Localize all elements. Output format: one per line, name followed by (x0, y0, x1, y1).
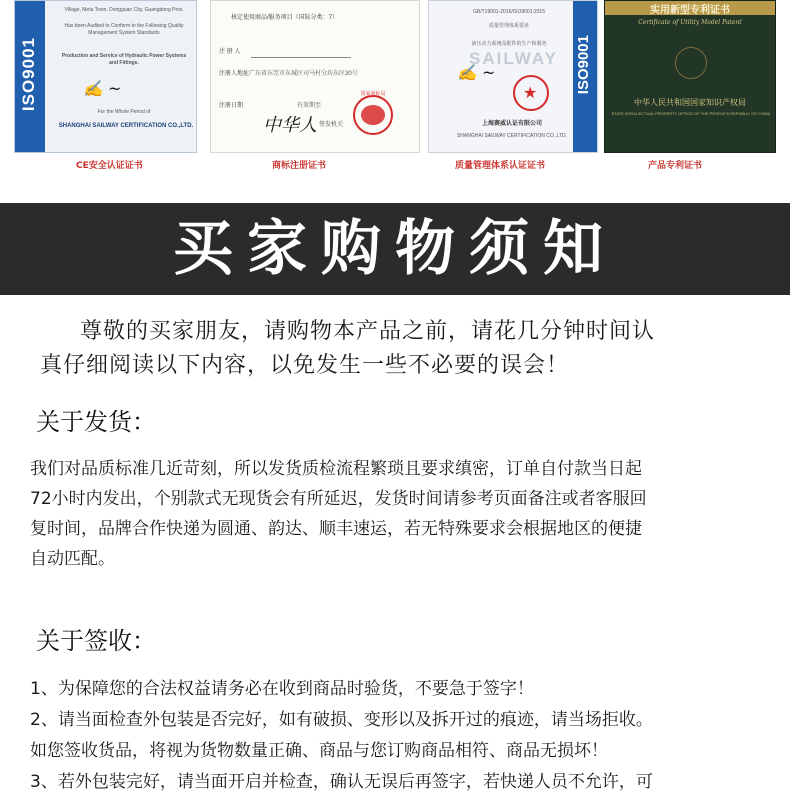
certificate-caption: 产品专利证书 (648, 161, 703, 171)
patent-certificate-image: 实用新型专利证书 Certificate of Utility Model Patent 中华人民共和国国家知识产权局 STATE INTELLECTUAL PROPERTY OFFICE OF THE PEOPLE'S REPUBLIC OF CHINA (604, 0, 776, 153)
star-icon: ★ (523, 83, 538, 102)
signature: 中华人 (263, 115, 317, 136)
emblem-icon (675, 47, 707, 79)
shipping-paragraph (30, 454, 770, 574)
shipping-heading: 关于发货： (36, 408, 156, 436)
signature: ✍ ~ (83, 79, 122, 98)
signing-heading: 关于签收： (36, 627, 156, 655)
shipping-line: 复时间，品牌合作快递为圆通、韵达、顺丰速运，若无特殊要求会根据地区的便捷 (30, 519, 642, 539)
ce-certificate-image: ISO9001 Village, Meta Town, Dongguan City, Guangdong Prov. Has been Audited to Conform to the Following Quality Management System Standards Production and Service of Hydraulic Power Systems and Fittings. ✍ ~ For the Whole Period of SHANGHAI SAILWAY CERTIFICATION CO.,LTD. (14, 0, 197, 153)
signing-list (30, 674, 780, 798)
intro-line-2: 真仔细阅读以下内容，以免发生一些不必要的误会！ (40, 353, 570, 378)
list-item: 3、若外包装完好，请当面开启并检查，确认无误后再签字，若快递人员不允许，可 (30, 772, 653, 792)
certificate-caption: 商标注册证书 (272, 161, 327, 171)
iso-badge: ISO9001 (15, 1, 45, 152)
shipping-line: 我们对品质标准几近苛刻，所以发货质检流程繁琐且要求缜密，订单自付款当日起 (30, 459, 642, 479)
quality-certificate-image: SAILWAY GB/T19001-2016/ISO9001:2015 质量管理体系要求 液压动力系统及配件的生产和服务 ✍ ~ ★ 上海赛威认证有限公司 SHANGHAI SAILWAY CERTIFICATION CO.,LTD. ISO9001 (428, 0, 598, 153)
signature: ✍ ~ (457, 63, 496, 82)
national-emblem-icon (361, 105, 385, 125)
shipping-line: 自动匹配。 (30, 549, 115, 569)
certificate-caption: CE安全认证证书 (76, 161, 143, 171)
certificate-strip (0, 0, 790, 190)
buyer-notice-banner (0, 203, 790, 295)
certificate-caption: 质量管理体系认证证书 (455, 161, 546, 171)
list-item: 2、请当面检查外包装是否完好，如有破损、变形以及拆开过的痕迹，请当场拒收。 (30, 710, 653, 730)
intro-line-1: 尊敬的买家朋友，请购物本产品之前，请花几分钟时间认 (80, 319, 656, 344)
iso-badge: ISO9001 (573, 1, 597, 152)
list-item: 如您签收货品，将视为货物数量正确、商品与您订购商品相符、商品无损坏！ (30, 741, 608, 761)
trademark-certificate-image: 核定使用商品/服务项目（国际分类：7） 注 册 人 注册人地址 广东省东莞市东城区司马村分坊东区30号 注册日期 有效期至 中华人 签发机关 国家商标局 (210, 0, 420, 153)
shipping-line: 72小时内发出，个别款式无现货会有所延迟，发货时间请参考页面备注或者客服回 (30, 489, 647, 509)
list-item: 1、为保障您的合法权益请务必在收到商品时验货，不要急于签字！ (30, 679, 534, 699)
banner-title: 买家购物须知 (173, 214, 617, 284)
